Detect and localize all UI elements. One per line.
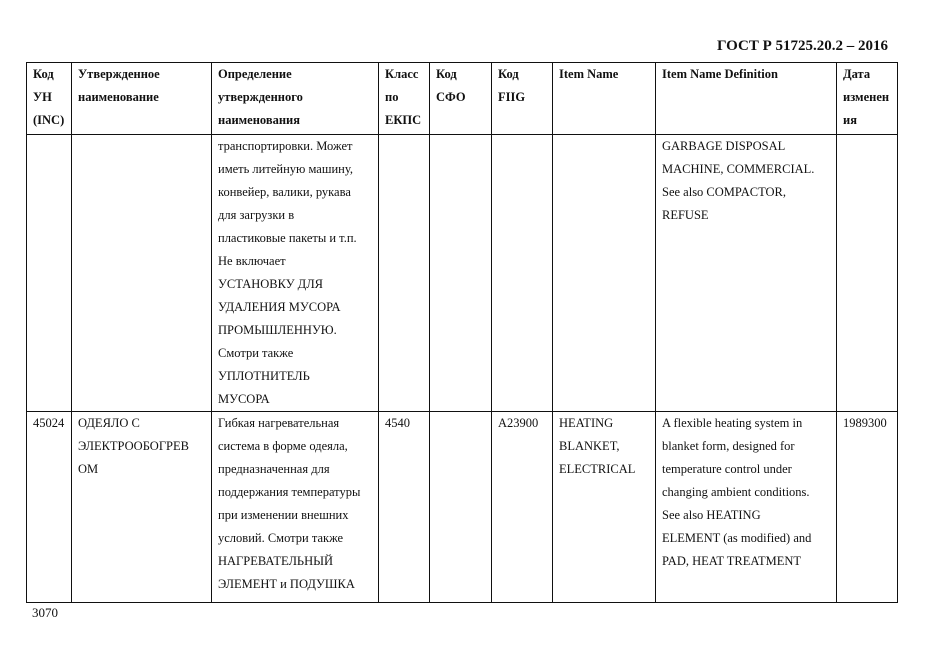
cell-definition: Гибкая нагревательная система в форме одеяла, предназначенная для поддержания температуры при изменении внешних условий. Смотри также НАГРЕВАТЕЛЬНЫЙ ЭЛЕМЕНТ и ПОДУШКА — [212, 412, 379, 603]
table-row — [27, 135, 898, 412]
col-header-approved-name: Утвержденное наименование — [72, 63, 212, 135]
col-header-ekps-class: Класс по ЕКПС — [379, 63, 430, 135]
cell-change-date — [837, 135, 898, 412]
col-header-sfo-code: Код СФО — [430, 63, 492, 135]
cell-sfo-code — [430, 135, 492, 412]
cell-item-name-definition: A flexible heating system in blanket form, designed for temperature control under changing ambient conditions. See also HEATING ELEMENT (as modified) and PAD, HEAT TREATMENT — [656, 412, 837, 603]
col-header-definition: Определение утвержденного наименования — [212, 63, 379, 135]
col-header-inc: Код УН (INC) — [27, 63, 72, 135]
col-header-change-date: Дата изменен ия — [837, 63, 898, 135]
cell-ekps-class: 4540 — [379, 412, 430, 603]
col-header-fiig-code: Код FIIG — [492, 63, 553, 135]
cell-definition: транспортировки. Может иметь литейную машину, конвейер, валики, рукава для загрузки в пластиковые пакеты и т.п. Не включает УСТАНОВКУ ДЛЯ УДАЛЕНИЯ МУСОРА ПРОМЫШЛЕННУЮ. Смотри также УПЛОТНИТЕЛЬ МУСОРА — [212, 135, 379, 412]
page-number: 3070 — [32, 605, 58, 620]
cell-change-date: 1989300 — [837, 412, 898, 603]
document-code: ГОСТ Р 51725.20.2 – 2016 — [716, 38, 888, 54]
cell-item-name: HEATING BLANKET, ELECTRICAL — [553, 412, 656, 603]
table-header-row — [27, 63, 898, 135]
col-header-item-name-definition: Item Name Definition — [656, 63, 837, 135]
cell-ekps-class — [379, 135, 430, 412]
cell-item-name-definition: GARBAGE DISPOSAL MACHINE, COMMERCIAL. See also COMPACTOR, REFUSE — [656, 135, 837, 412]
cell-fiig-code — [492, 135, 553, 412]
cell-inc: 45024 — [27, 412, 72, 603]
items-table — [26, 62, 898, 603]
cell-sfo-code — [430, 412, 492, 603]
table-row — [27, 412, 898, 603]
cell-approved-name: ОДЕЯЛО С ЭЛЕКТРООБОГРЕВ ОМ — [72, 412, 212, 603]
cell-fiig-code: A23900 — [492, 412, 553, 603]
cell-approved-name — [72, 135, 212, 412]
cell-inc — [27, 135, 72, 412]
col-header-item-name: Item Name — [553, 63, 656, 135]
cell-item-name — [553, 135, 656, 412]
